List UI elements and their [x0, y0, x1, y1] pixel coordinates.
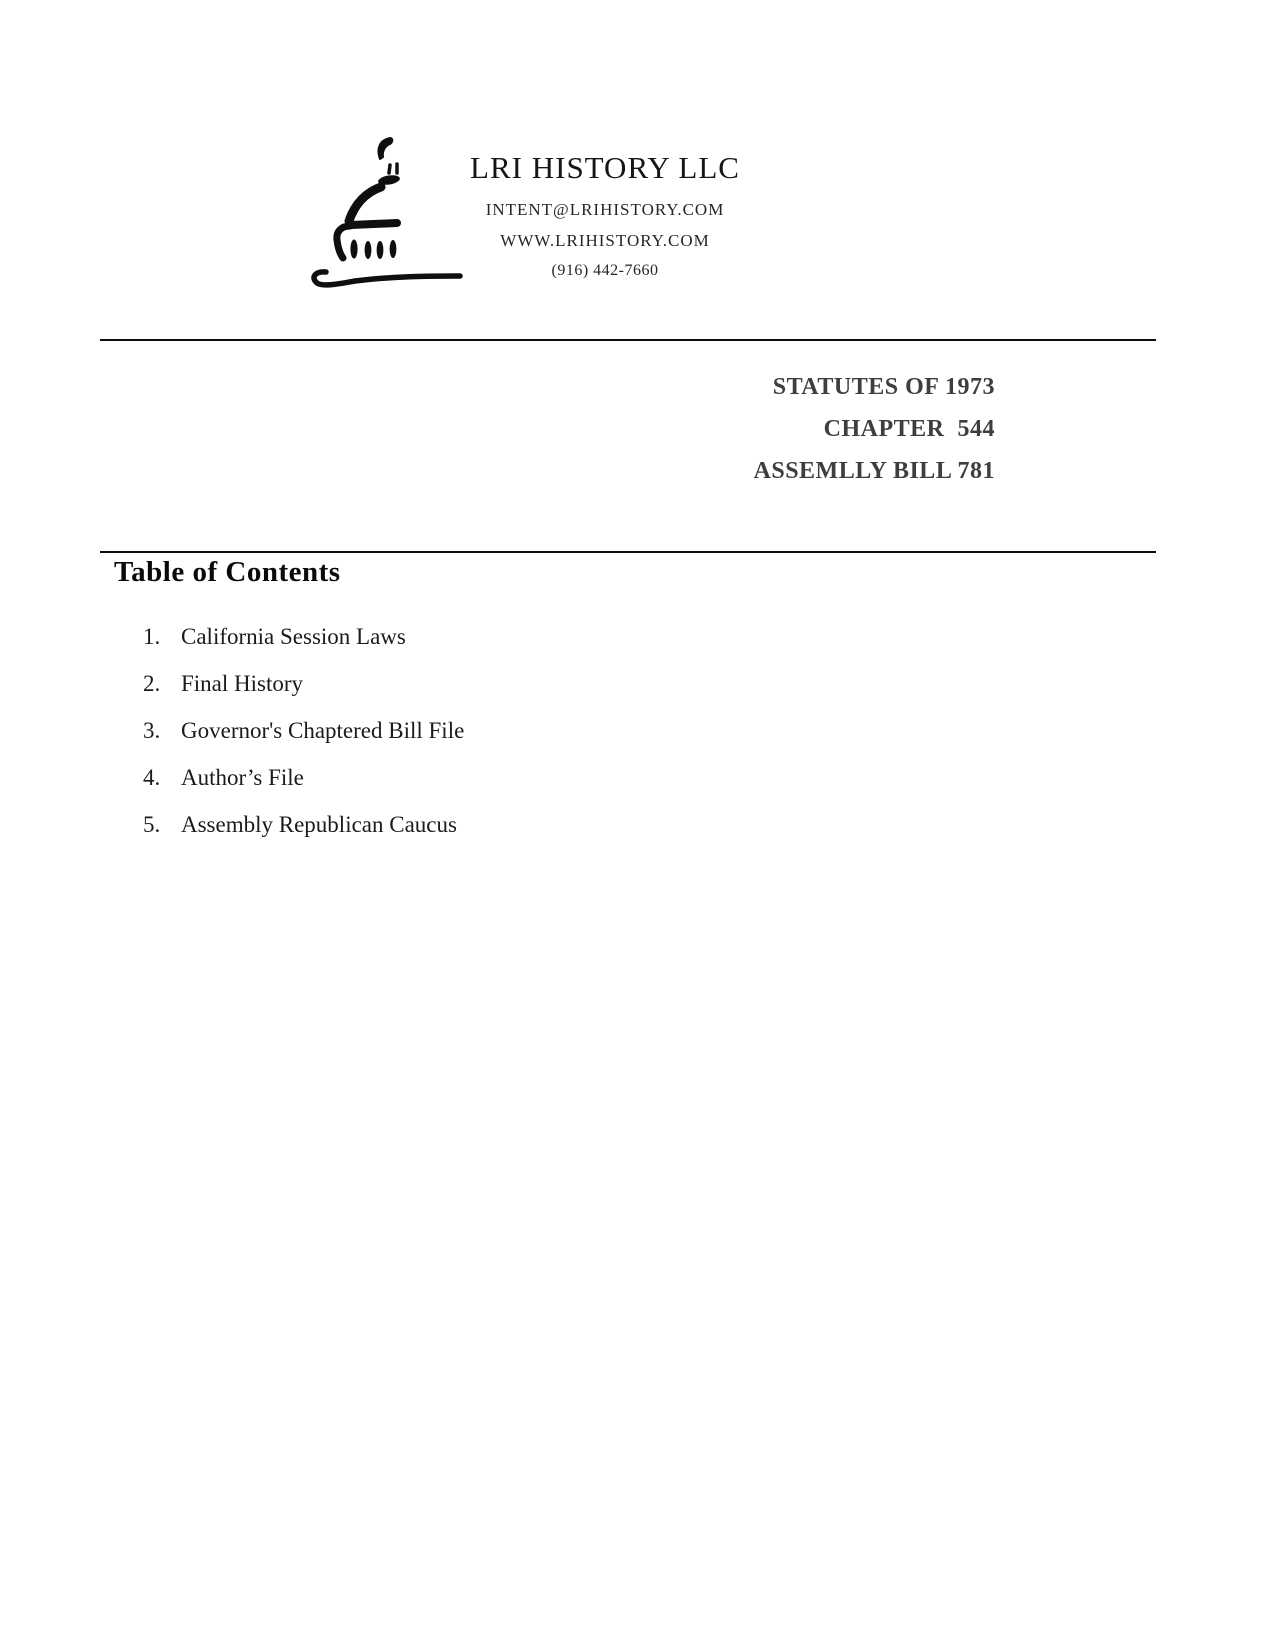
company-email: INTENT@LRIHISTORY.COM — [485, 200, 725, 219]
toc-item — [143, 765, 464, 812]
toc-item — [143, 671, 464, 718]
assembly-bill-line: ASSEMLLY BILL 781 — [753, 458, 995, 484]
toc-item-number: 2. — [143, 671, 161, 696]
divider-bottom — [100, 551, 1156, 553]
toc-item-label: California Session Laws — [181, 624, 406, 649]
toc-item — [143, 624, 464, 671]
company-name: LRI HISTORY LLC — [470, 150, 740, 185]
toc-item-number: 3. — [143, 718, 161, 743]
toc-item-label: Governor's Chaptered Bill File — [181, 718, 465, 743]
toc-item — [143, 718, 464, 765]
divider-top — [100, 339, 1156, 341]
toc-item-number: 5. — [143, 812, 161, 837]
statute-title-block — [754, 366, 995, 492]
company-website: WWW.LRIHISTORY.COM — [500, 231, 710, 250]
toc-heading: Table of Contents — [114, 556, 341, 588]
statutes-year-line: STATUTES OF 1973 — [772, 374, 995, 400]
company-phone: (916) 442-7660 — [551, 262, 659, 279]
toc-list — [143, 624, 464, 859]
toc-item-number: 1. — [143, 624, 161, 649]
toc-item-label: Author’s File — [181, 765, 304, 790]
toc-item — [143, 812, 464, 859]
toc-item-number: 4. — [143, 765, 161, 790]
chapter-line: CHAPTER 544 — [823, 416, 995, 442]
toc-item-label: Final History — [181, 671, 304, 696]
toc-item-label: Assembly Republican Caucus — [181, 812, 457, 837]
company-info — [430, 150, 780, 280]
